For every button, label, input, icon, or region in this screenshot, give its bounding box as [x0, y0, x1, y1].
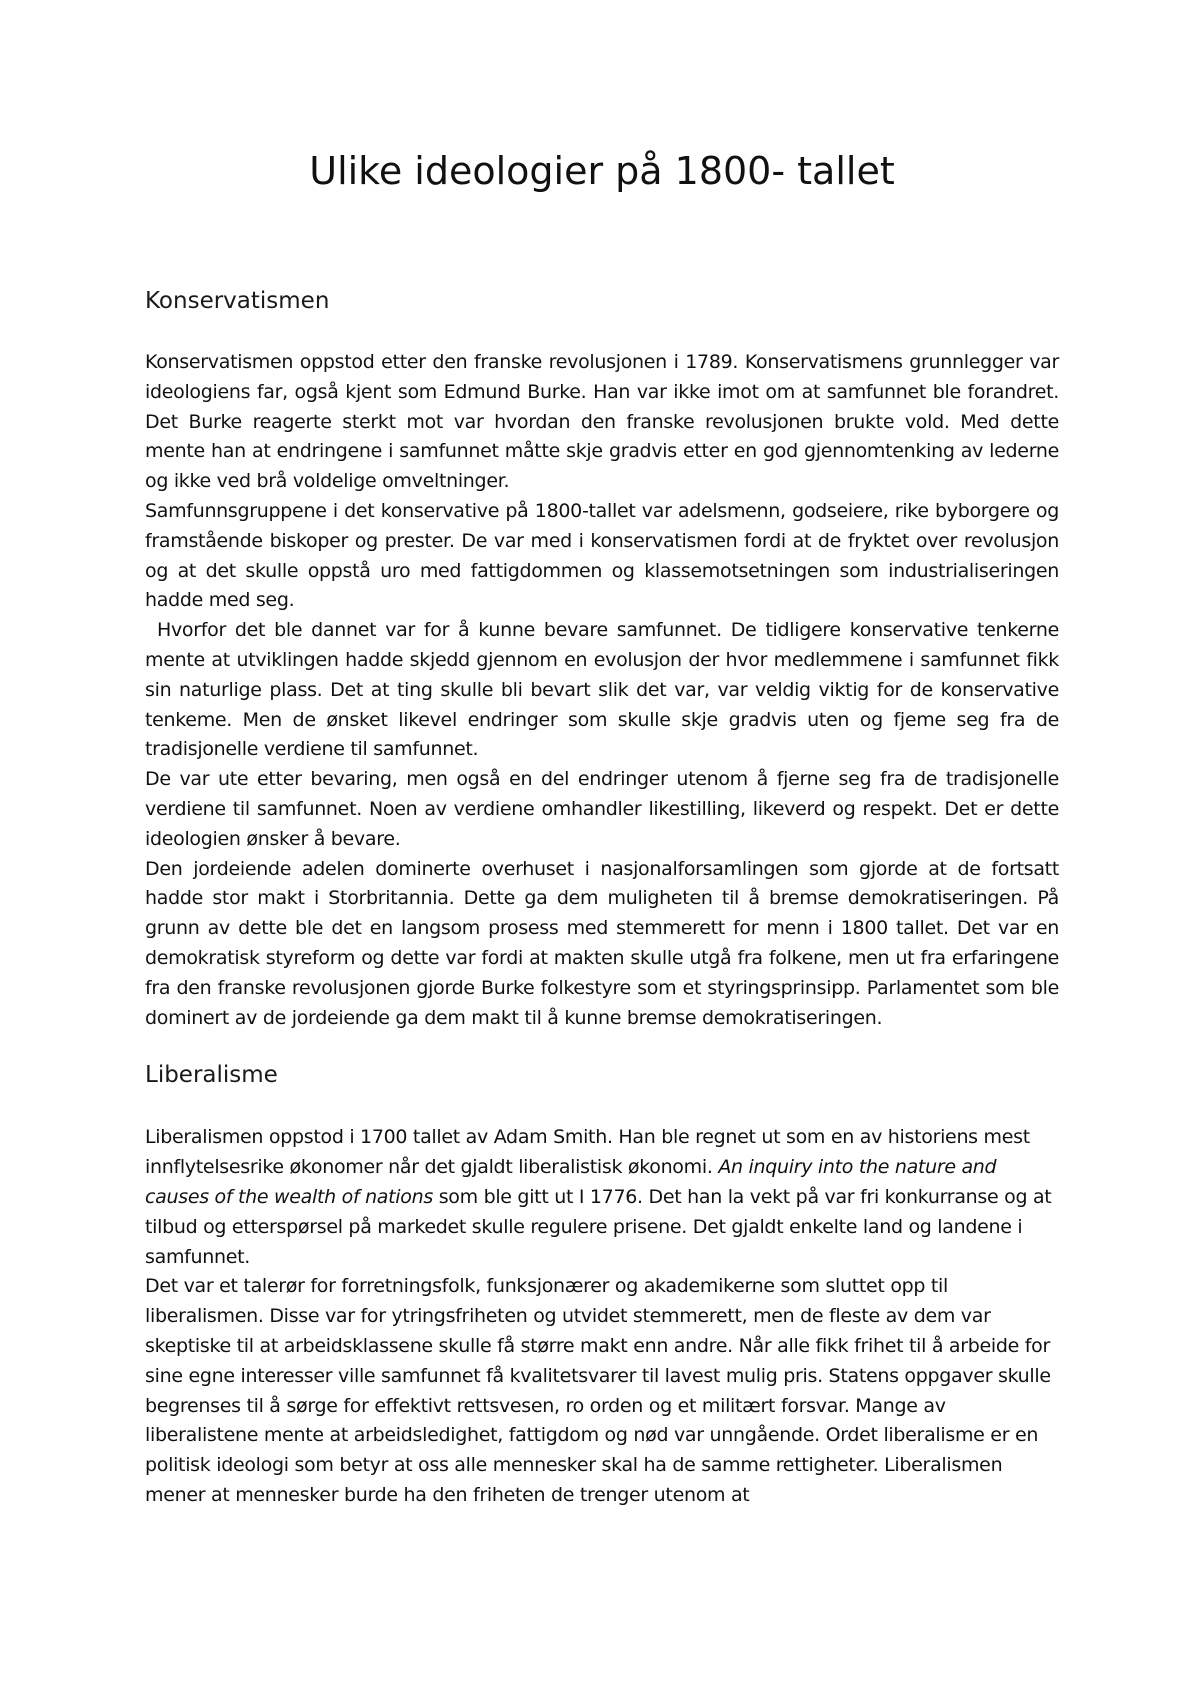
section-heading-konservatismen: Konservatismen [145, 288, 330, 314]
paragraph: Det var et talerør for forretningsfolk, funksjonærer og akademikerne som sluttet opp til liberalismen. Disse var for ytringsfriheten og utvidet stemmerett, men de fleste av dem var skeptiske til at arbeidsklassene skulle få større makt enn andre. Når alle fikk frihet til å arbeide for sine egne interesser ville samfunnet få kvalitetsvarer til lavest mulig pris. Statens oppgaver skulle begrenses til å sørge for effektivt rettsvesen, ro orden og et militært forsvar. Mange av liberalistene mente at arbeidsledighet, fattigdom og nød var unngående. Ordet liberalisme er en politisk ideologi som betyr at oss alle mennesker skal ha de samme rettigheter. Liberalismen mener at mennesker burde ha den friheten de trenger utenom at [145, 1275, 1051, 1506]
document-title: Ulike ideologier på 1800- tallet [309, 149, 895, 193]
paragraph [145, 1123, 1059, 1272]
paragraph: Den jordeiende adelen dominerte overhuset i nasjonalforsamlingen som gjorde at de fortsatt hadde stor makt i Storbritannia. Dette ga dem muligheten til å bremse demokratiseringen. På grunn av dette ble det en langsom prosess med stemmerett for menn i 1800 tallet. Det var en demokratisk styreform og dette var fordi at makten skulle utgå fra folkene, men ut fra erfaringene fra den franske revolusjonen gjorde Burke folkestyre som et styringsprinsipp. Parlamentet som ble dominert av de jordeiende ga dem makt til å kunne bremse demokratiseringen. [145, 857, 1059, 1029]
paragraph: Hvorfor det ble dannet var for å kunne bevare samfunnet. De tidligere konservative tenkerne mente at utviklingen hadde skjedd gjennom en evolusjon der hvor medlemmene i samfunnet fikk sin naturlige plass. Det at ting skulle bli bevart slik det var, var veldig viktig for de konservative tenkeme. Men de ønsket likevel endringer som skulle skje gradvis uten og fjeme seg fra de tradisjonelle verdiene til samfunnet. [145, 619, 1059, 761]
paragraph-text: som ble gitt ut I 1776. Det han la vekt på var fri konkurranse og at tilbud og etterspørsel på markedet skulle regulere prisene. Det gjaldt enkelte land og landene i samfunnet. [145, 1185, 1052, 1268]
section-body-konservatismen [145, 348, 1059, 1033]
book-title: An inquiry into the nature and causes of the wealth of nations [145, 1156, 997, 1208]
paragraph: Konservatismen oppstod etter den franske revolusjonen i 1789. Konservatismens grunnlegger var ideologiens far, også kjent som Edmund Burke. Han var ikke imot om at samfunnet ble forandret. Det Burke reagerte sterkt mot var hvordan den franske revolusjonen brukte vold. Med dette mente han at endringene i samfunnet måtte skje gradvis etter en god gjennomtenking av lederne og ikke ved brå voldelige omveltninger. [145, 351, 1059, 493]
section-heading-liberalisme: Liberalisme [145, 1062, 278, 1089]
paragraph: De var ute etter bevaring, men også en del endringer utenom å fjerne seg fra de tradisjonelle verdiene til samfunnet. Noen av verdiene omhandler likestilling, likeverd og respekt. Det er dette ideologien ønsker å bevare. [145, 768, 1059, 850]
paragraph: Samfunnsgruppene i det konservative på 1800-tallet var adelsmenn, godseiere, rike byborgere og framstående biskoper og prester. De var med i konservatismen fordi at de fryktet over revolusjon og at det skulle oppstå uro med fattigdommen og klassemotsetningen som industrialiseringen hadde med seg. [145, 499, 1059, 612]
paragraph-text: Liberalismen oppstod i 1700 tallet av Adam Smith. Han ble regnet ut som en av historiens mest innflytelsesrike økonomer når det gjaldt liberalistisk økonomi. [145, 1126, 1030, 1179]
section-body-liberalisme [145, 1123, 1059, 1510]
